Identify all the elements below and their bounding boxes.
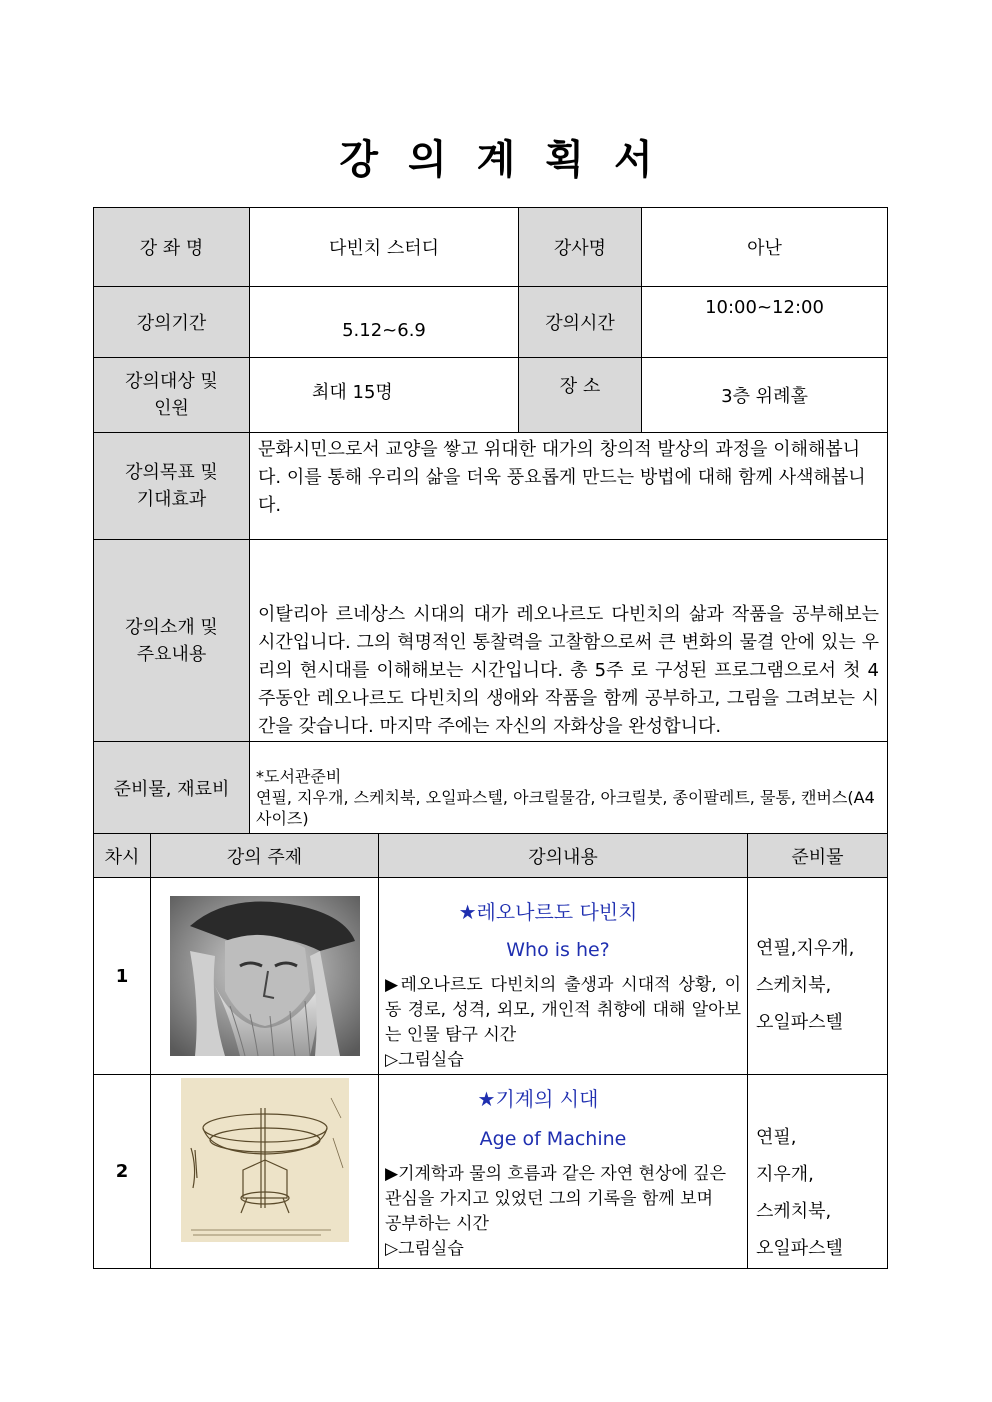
lesson-title: ★레오나르도 다빈치 (458, 900, 638, 924)
materials-note: *도서관준비 (256, 767, 342, 786)
header-session: 차시 (94, 834, 151, 878)
intro-cell (250, 540, 888, 742)
course-name-value: 다빈치 스터디 (250, 208, 519, 287)
lesson-practice: ▷그림실습 (385, 1050, 464, 1070)
materials-text: 연필, 지우개, 스케치북, 오일파스텔, 아크릴물감, 아크릴붓, 종이팔레트, 물통, 캔버스(A4 사이즈) (256, 788, 875, 828)
time-label: 강의시간 (519, 287, 642, 358)
materials-list-cell (748, 1075, 888, 1269)
course-info-table (93, 207, 888, 834)
target-label-line1: 강의대상 및 (125, 371, 218, 392)
material-item: 스케치북, (756, 1201, 832, 1222)
time-value: 10:00~12:00 (642, 287, 888, 358)
course-name-label: 강 좌 명 (94, 208, 250, 287)
topic-image-cell (151, 1075, 379, 1269)
goal-cell (250, 433, 888, 540)
material-item: 스케치북, (756, 975, 832, 996)
place-label: 장 소 (519, 358, 642, 433)
aerial-screw-sketch-image (181, 1078, 349, 1242)
lesson-description: ▶기계학과 물의 흐름과 같은 자연 현상에 깊은 관심을 가지고 있었던 그의 기록을 함께 보며 공부하는 시간 (385, 1164, 727, 1234)
goal-label-line2: 기대효과 (136, 489, 207, 510)
material-item: 연필, (756, 1127, 797, 1148)
topic-image-cell (151, 878, 379, 1075)
table-row (94, 1075, 888, 1269)
page-title: 강의계획서 (339, 137, 683, 183)
session-number: 1 (94, 878, 151, 1075)
intro-label-line2: 주요내용 (136, 643, 207, 665)
material-item: 오일파스텔 (756, 1238, 843, 1259)
header-materials: 준비물 (748, 834, 888, 878)
period-value: 5.12~6.9 (250, 287, 519, 358)
target-label-line2: 인원 (154, 398, 189, 419)
place-value: 3층 위례홀 (642, 358, 888, 433)
header-topic: 강의 주제 (151, 834, 379, 878)
instructor-label: 강사명 (519, 208, 642, 287)
materials-list-cell (748, 878, 888, 1075)
intro-label-line1: 강의소개 및 (125, 616, 218, 638)
lesson-practice: ▷그림실습 (385, 1239, 464, 1259)
target-label (94, 358, 250, 433)
intro-text: 이탈리아 르네상스 시대의 대가 레오나르도 다빈치의 삶과 작품을 공부해보는 시간입니다. 그의 혁명적인 통찰력을 고찰함으로써 큰 변화의 물결 안에 있는 우리의 현시대를 이해해보는 시간입니다. 총 5주 로 구성된 프로그램으로서 첫 4주동안 레오나르도 다빈치의 생애와 작품을 함께 공부하고, 그림을 그려보는 시간을 갖습니다. 마지막 주에는 자신의 자화상을 완성합니다. (258, 604, 879, 737)
lesson-title: ★기계의 시대 (477, 1087, 599, 1111)
material-item: 지우개, (756, 1164, 814, 1185)
content-cell (379, 1075, 748, 1269)
intro-label (94, 540, 250, 742)
lesson-subtitle: Who is he? (506, 939, 610, 961)
materials-cell (250, 742, 888, 834)
leonardo-portrait-image (170, 896, 360, 1056)
lesson-subtitle: Age of Machine (479, 1128, 627, 1150)
target-value: 최대 15명 (250, 358, 519, 433)
content-cell (379, 878, 748, 1075)
session-number: 2 (94, 1075, 151, 1269)
instructor-value: 아난 (642, 208, 888, 287)
schedule-table (93, 833, 888, 1269)
material-item: 연필,지우개, (756, 938, 855, 959)
goal-text: 문화시민으로서 교양을 쌓고 위대한 대가의 창의적 발상의 과정을 이해해봅니다. 이를 통해 우리의 삶을 더욱 풍요롭게 만드는 방법에 대해 함께 사색해봅니다. (258, 439, 866, 516)
materials-label: 준비물, 재료비 (94, 742, 250, 834)
goal-label (94, 433, 250, 540)
goal-label-line1: 강의목표 및 (125, 462, 218, 483)
material-item: 오일파스텔 (756, 1012, 843, 1033)
header-content: 강의내용 (379, 834, 748, 878)
period-label: 강의기간 (94, 287, 250, 358)
lesson-description: ▶레오나르도 다빈치의 출생과 시대적 상황, 이동 경로, 성격, 외모, 개인적 취향에 대해 알아보는 인물 탐구 시간 (385, 975, 741, 1045)
table-row (94, 878, 888, 1075)
